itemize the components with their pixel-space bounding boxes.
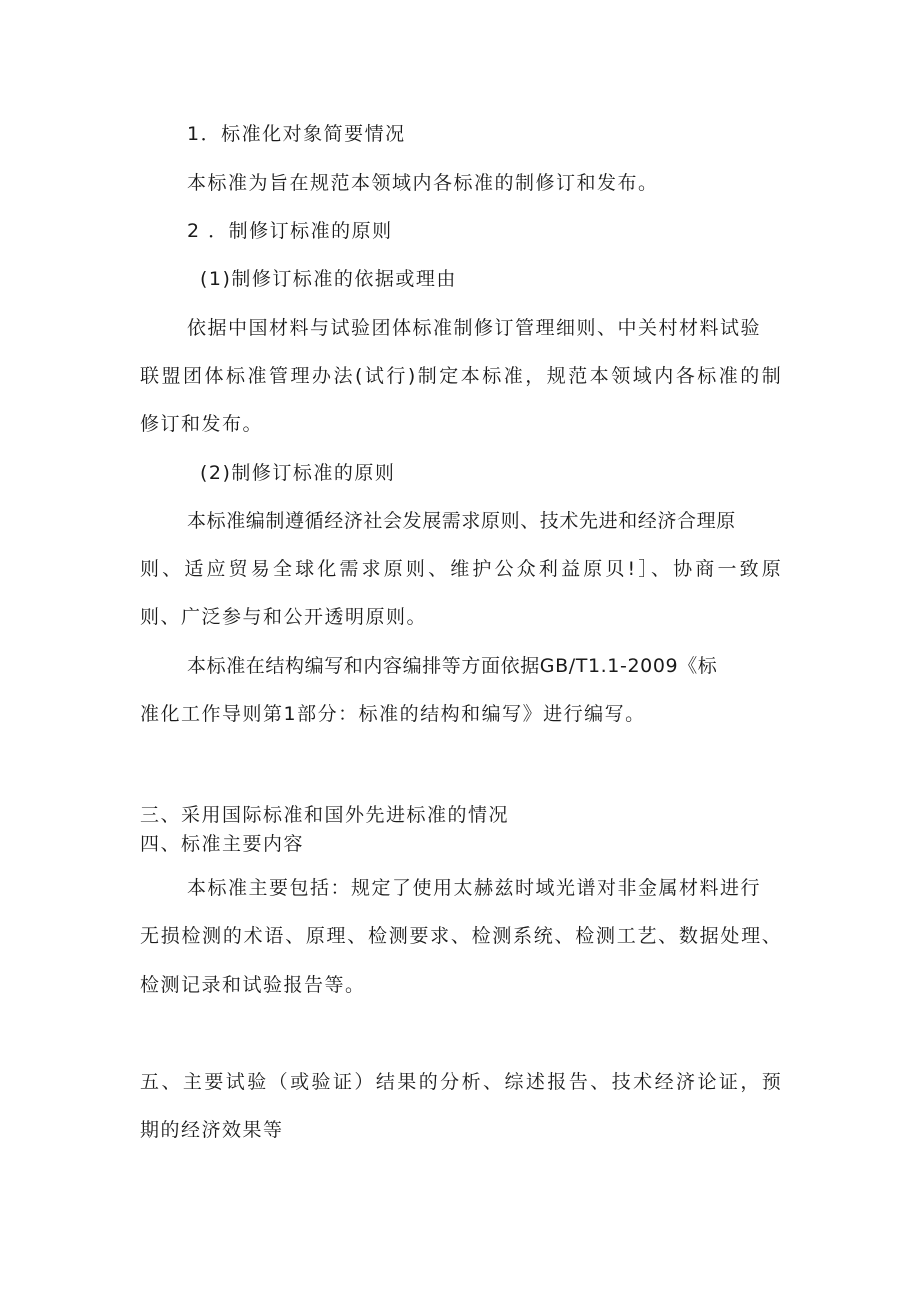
paragraph-line: 准化工作导则第1部分：标准的结构和编写》进行编写。 bbox=[140, 703, 646, 725]
section-heading-2: 2 ．制修订标准的原则 bbox=[187, 220, 393, 242]
section-heading-5: 五、主要试验（或验证）结果的分析、综述报告、技术经济论证，预 bbox=[140, 1071, 782, 1093]
subsection-heading-2: (2)制修订标准的原则 bbox=[200, 462, 396, 484]
paragraph-line: 本标准编制遵循经济社会发展需求原则、技术先进和经济合理原 bbox=[187, 510, 736, 532]
paragraph-line: 则、适应贸易全球化需求原则、维护公众利益原贝!］、协商一致原 bbox=[140, 558, 782, 580]
section-heading-3: 三、采用国际标准和国外先进标准的情况 bbox=[140, 804, 510, 826]
paragraph-line: 本标准主要包括：规定了使用太赫兹时域光谱对非金属材料进行 bbox=[187, 877, 762, 899]
section-heading-4: 四、标准主要内容 bbox=[140, 833, 305, 855]
paragraph-line: 本标准为旨在规范本领域内各标准的制修订和发布。 bbox=[187, 172, 659, 194]
paragraph-line: 检测记录和试验报告等。 bbox=[140, 974, 366, 996]
paragraph-line: 则、广泛参与和公开透明原则。 bbox=[140, 606, 428, 628]
paragraph-line: 依据中国材料与试验团体标准制修订管理细则、中关村材料试验 bbox=[187, 317, 762, 339]
paragraph-line: 修订和发布。 bbox=[140, 413, 264, 435]
section-heading-5-continued: 期的经济效果等 bbox=[140, 1119, 284, 1141]
paragraph-line: 本标准在结构编写和内容编排等方面依据GB/T1.1-2009《标 bbox=[187, 655, 718, 677]
paragraph-line: 无损检测的术语、原理、检测要求、检测系统、检测工艺、数据处理、 bbox=[140, 925, 782, 947]
subsection-heading-1: (1)制修订标准的依据或理由 bbox=[200, 268, 457, 290]
section-heading-1: 1．标准化对象简要情况 bbox=[187, 123, 406, 145]
paragraph-line: 联盟团体标准管理办法(试行)制定本标准，规范本领域内各标准的制 bbox=[140, 365, 782, 387]
